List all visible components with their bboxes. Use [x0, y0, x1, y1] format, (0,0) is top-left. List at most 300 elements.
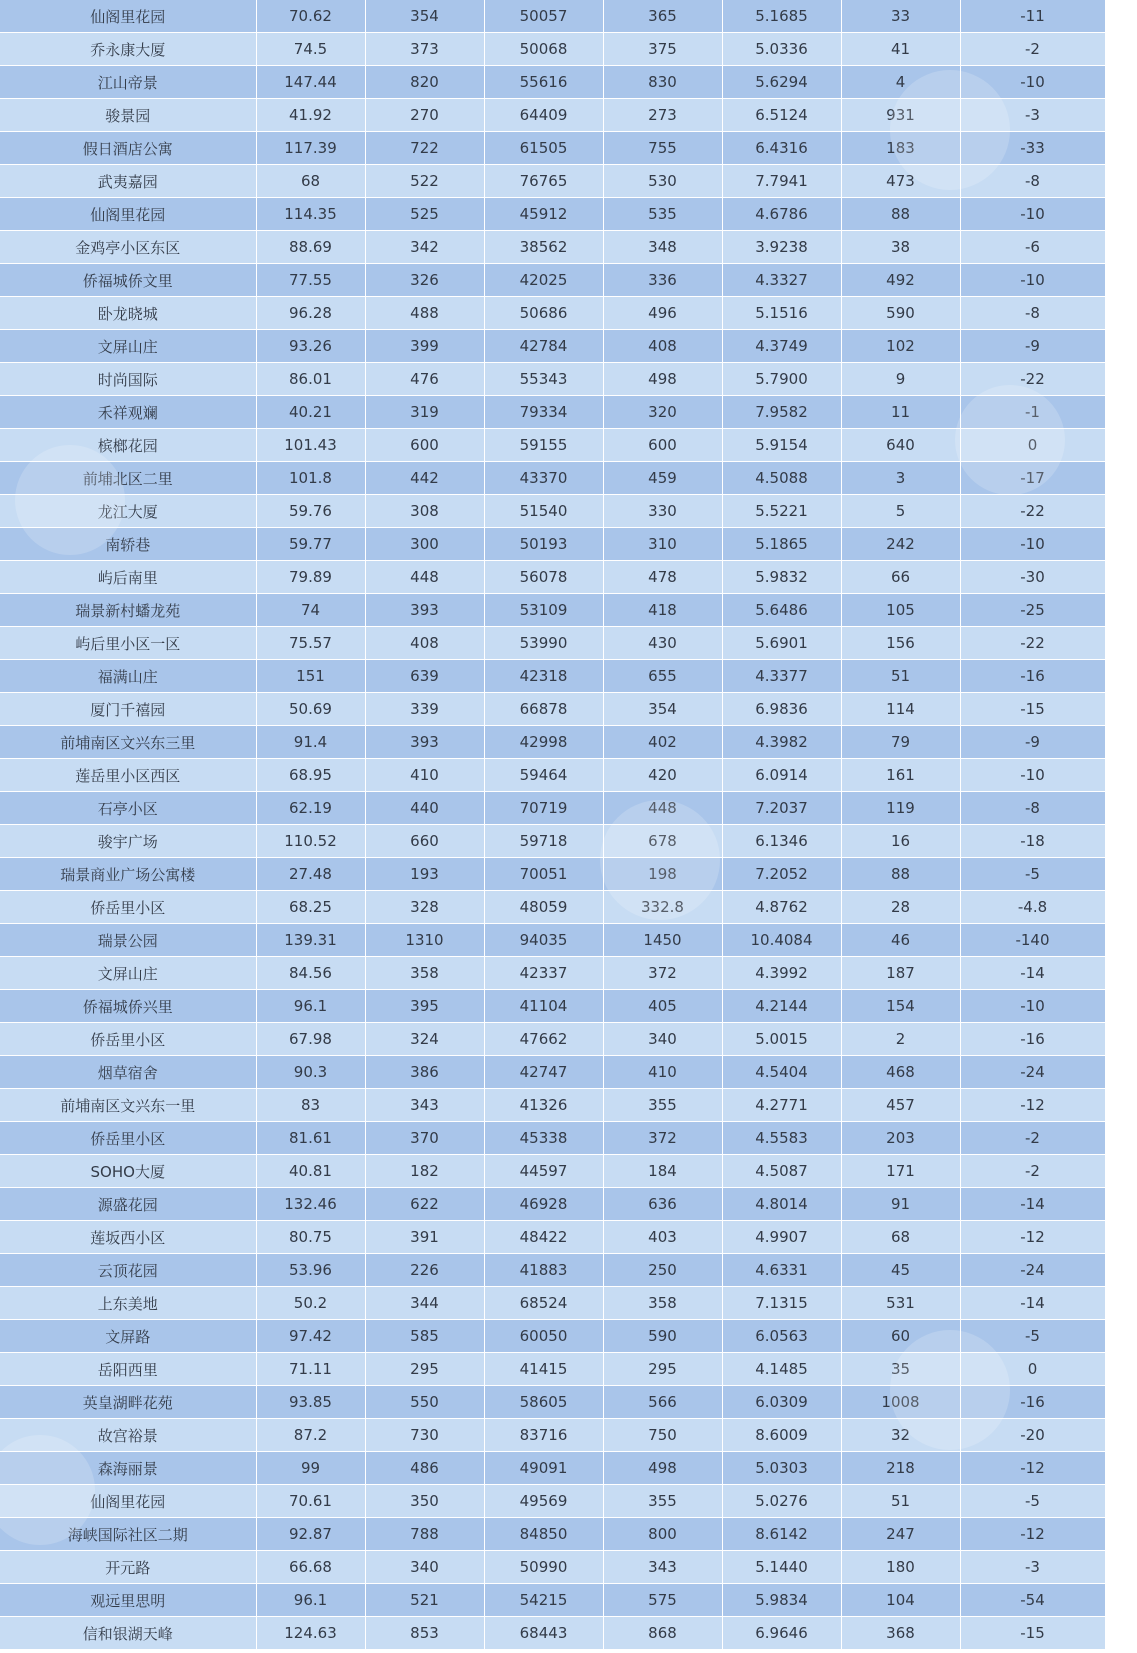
- table-cell-value: 354: [365, 0, 484, 33]
- table-cell-value: -9: [960, 330, 1105, 363]
- table-cell-value: 498: [603, 363, 722, 396]
- table-cell-value: 6.4316: [722, 132, 841, 165]
- table-cell-value: 105: [841, 594, 960, 627]
- table-row: [0, 1254, 1105, 1287]
- table-cell-value: 70.61: [256, 1485, 365, 1518]
- table-cell-name: 金鸡亭小区东区: [0, 231, 256, 264]
- table-cell-value: -9: [960, 726, 1105, 759]
- table-cell-value: 486: [365, 1452, 484, 1485]
- table-cell-value: 6.0914: [722, 759, 841, 792]
- table-cell-value: -22: [960, 363, 1105, 396]
- table-cell-value: 48422: [484, 1221, 603, 1254]
- table-cell-name: 莲坂西小区: [0, 1221, 256, 1254]
- table-cell-value: 41326: [484, 1089, 603, 1122]
- table-cell-value: 4.5088: [722, 462, 841, 495]
- table-cell-value: 32: [841, 1419, 960, 1452]
- table-row: [0, 1188, 1105, 1221]
- table-cell-value: 59.76: [256, 495, 365, 528]
- table-cell-value: 399: [365, 330, 484, 363]
- table-cell-value: 147.44: [256, 66, 365, 99]
- table-cell-value: 5.0303: [722, 1452, 841, 1485]
- table-cell-value: 6.0309: [722, 1386, 841, 1419]
- table-cell-value: 373: [365, 33, 484, 66]
- table-cell-value: 64409: [484, 99, 603, 132]
- table-cell-value: 66.68: [256, 1551, 365, 1584]
- table-cell-name: 仙阁里花园: [0, 1485, 256, 1518]
- table-cell-value: 348: [603, 231, 722, 264]
- table-cell-value: 448: [365, 561, 484, 594]
- table-cell-value: 370: [365, 1122, 484, 1155]
- table-row: [0, 363, 1105, 396]
- table-cell-value: -15: [960, 1617, 1105, 1650]
- table-cell-value: 270: [365, 99, 484, 132]
- table-cell-value: 1310: [365, 924, 484, 957]
- table-cell-value: 393: [365, 594, 484, 627]
- table-cell-value: 79: [841, 726, 960, 759]
- table-cell-name: 骏宇广场: [0, 825, 256, 858]
- table-cell-value: -12: [960, 1089, 1105, 1122]
- table-cell-value: 5.7900: [722, 363, 841, 396]
- table-cell-value: 79334: [484, 396, 603, 429]
- table-cell-value: 4.2144: [722, 990, 841, 1023]
- table-cell-name: SOHO大厦: [0, 1155, 256, 1188]
- table-cell-value: -5: [960, 1485, 1105, 1518]
- table-cell-value: 342: [365, 231, 484, 264]
- table-cell-value: 68.25: [256, 891, 365, 924]
- table-row: [0, 297, 1105, 330]
- table-cell-value: 40.21: [256, 396, 365, 429]
- table-cell-value: 55616: [484, 66, 603, 99]
- table-cell-value: 49569: [484, 1485, 603, 1518]
- table-cell-value: 639: [365, 660, 484, 693]
- table-cell-value: -30: [960, 561, 1105, 594]
- table-cell-value: 4.3327: [722, 264, 841, 297]
- table-cell-value: 408: [365, 627, 484, 660]
- table-cell-value: 5.1516: [722, 297, 841, 330]
- table-cell-value: 7.2037: [722, 792, 841, 825]
- table-cell-name: 源盛花园: [0, 1188, 256, 1221]
- table-cell-value: -4.8: [960, 891, 1105, 924]
- table-cell-value: -22: [960, 495, 1105, 528]
- table-cell-value: 332.8: [603, 891, 722, 924]
- table-cell-name: 侨岳里小区: [0, 891, 256, 924]
- table-cell-name: 英皇湖畔花苑: [0, 1386, 256, 1419]
- table-cell-value: 931: [841, 99, 960, 132]
- table-cell-value: 3.9238: [722, 231, 841, 264]
- table-cell-value: 358: [603, 1287, 722, 1320]
- table-row: [0, 1452, 1105, 1485]
- table-cell-value: 368: [841, 1617, 960, 1650]
- table-cell-value: 28: [841, 891, 960, 924]
- table-cell-value: 10.4084: [722, 924, 841, 957]
- table-cell-value: 4.9907: [722, 1221, 841, 1254]
- table-cell-value: 310: [603, 528, 722, 561]
- table-cell-value: 90.3: [256, 1056, 365, 1089]
- table-cell-value: 3: [841, 462, 960, 495]
- table-cell-value: 198: [603, 858, 722, 891]
- table-cell-value: 5.6486: [722, 594, 841, 627]
- table-cell-value: -2: [960, 33, 1105, 66]
- table-cell-value: 4.5583: [722, 1122, 841, 1155]
- table-cell-value: 800: [603, 1518, 722, 1551]
- table-cell-value: 457: [841, 1089, 960, 1122]
- table-cell-value: 755: [603, 132, 722, 165]
- table-cell-value: 42337: [484, 957, 603, 990]
- table-cell-value: 218: [841, 1452, 960, 1485]
- table-cell-value: 636: [603, 1188, 722, 1221]
- table-cell-value: -10: [960, 759, 1105, 792]
- table-cell-value: 171: [841, 1155, 960, 1188]
- table-cell-value: 53990: [484, 627, 603, 660]
- table-row: [0, 726, 1105, 759]
- table-row: [0, 165, 1105, 198]
- table-cell-value: 343: [603, 1551, 722, 1584]
- table-cell-value: 93.85: [256, 1386, 365, 1419]
- table-row: [0, 1617, 1105, 1650]
- table-row: [0, 1551, 1105, 1584]
- table-cell-value: 184: [603, 1155, 722, 1188]
- table-cell-value: 4.2771: [722, 1089, 841, 1122]
- table-cell-value: -24: [960, 1056, 1105, 1089]
- table-cell-value: 114: [841, 693, 960, 726]
- table-cell-value: -22: [960, 627, 1105, 660]
- table-cell-value: 60: [841, 1320, 960, 1353]
- table-cell-value: 4.1485: [722, 1353, 841, 1386]
- table-cell-value: 91: [841, 1188, 960, 1221]
- table-cell-value: 87.2: [256, 1419, 365, 1452]
- table-cell-value: 402: [603, 726, 722, 759]
- table-row: [0, 990, 1105, 1023]
- table-cell-value: 590: [841, 297, 960, 330]
- table-cell-value: 2: [841, 1023, 960, 1056]
- table-cell-value: 70.62: [256, 0, 365, 33]
- table-cell-value: 8.6142: [722, 1518, 841, 1551]
- table-cell-value: 420: [603, 759, 722, 792]
- table-cell-value: 68: [841, 1221, 960, 1254]
- table-cell-name: 卧龙晓城: [0, 297, 256, 330]
- table-cell-value: 5.1685: [722, 0, 841, 33]
- table-cell-value: 50057: [484, 0, 603, 33]
- table-cell-name: 乔永康大厦: [0, 33, 256, 66]
- table-cell-value: 99: [256, 1452, 365, 1485]
- table-cell-value: 58605: [484, 1386, 603, 1419]
- table-cell-name: 侨岳里小区: [0, 1023, 256, 1056]
- table-cell-value: 830: [603, 66, 722, 99]
- table-cell-value: 530: [603, 165, 722, 198]
- table-cell-value: 9: [841, 363, 960, 396]
- table-cell-value: 102: [841, 330, 960, 363]
- table-cell-value: 84850: [484, 1518, 603, 1551]
- table-cell-value: 70719: [484, 792, 603, 825]
- table-cell-value: 132.46: [256, 1188, 365, 1221]
- table-cell-value: 550: [365, 1386, 484, 1419]
- table-cell-value: 531: [841, 1287, 960, 1320]
- table-cell-value: 49091: [484, 1452, 603, 1485]
- table-cell-value: 75.57: [256, 627, 365, 660]
- table-cell-value: 660: [365, 825, 484, 858]
- table-cell-value: 300: [365, 528, 484, 561]
- table-cell-value: 600: [365, 429, 484, 462]
- table-cell-name: 烟草宿舍: [0, 1056, 256, 1089]
- table-cell-value: 68443: [484, 1617, 603, 1650]
- table-cell-value: 430: [603, 627, 722, 660]
- table-cell-name: 瑞景新村蟠龙苑: [0, 594, 256, 627]
- table-cell-value: 46: [841, 924, 960, 957]
- table-cell-value: 5.1440: [722, 1551, 841, 1584]
- table-cell-value: -16: [960, 660, 1105, 693]
- table-cell-value: 750: [603, 1419, 722, 1452]
- table-cell-value: 119: [841, 792, 960, 825]
- table-cell-value: 68.95: [256, 759, 365, 792]
- table-cell-value: 81.61: [256, 1122, 365, 1155]
- table-cell-value: -3: [960, 1551, 1105, 1584]
- table-cell-value: 330: [603, 495, 722, 528]
- table-cell-value: 6.1346: [722, 825, 841, 858]
- table-cell-value: 83716: [484, 1419, 603, 1452]
- table-cell-value: 76765: [484, 165, 603, 198]
- table-cell-value: 4.6786: [722, 198, 841, 231]
- table-cell-value: -18: [960, 825, 1105, 858]
- table-row: [0, 528, 1105, 561]
- table-cell-value: 365: [603, 0, 722, 33]
- table-cell-value: -14: [960, 957, 1105, 990]
- table-cell-value: 45912: [484, 198, 603, 231]
- table-cell-value: 391: [365, 1221, 484, 1254]
- table-cell-value: 94035: [484, 924, 603, 957]
- table-cell-value: 340: [365, 1551, 484, 1584]
- table-cell-value: 88: [841, 858, 960, 891]
- table-row: [0, 429, 1105, 462]
- table-row: [0, 1089, 1105, 1122]
- table-cell-value: 41: [841, 33, 960, 66]
- table-cell-value: -12: [960, 1452, 1105, 1485]
- table-cell-value: 492: [841, 264, 960, 297]
- table-cell-value: 54215: [484, 1584, 603, 1617]
- table-cell-value: 56078: [484, 561, 603, 594]
- table-cell-value: 6.9646: [722, 1617, 841, 1650]
- table-cell-value: 51: [841, 660, 960, 693]
- table-cell-value: 473: [841, 165, 960, 198]
- table-cell-value: 60050: [484, 1320, 603, 1353]
- table-cell-value: 4.3992: [722, 957, 841, 990]
- table-cell-value: 124.63: [256, 1617, 365, 1650]
- table-cell-value: 96.1: [256, 1584, 365, 1617]
- table-cell-value: 47662: [484, 1023, 603, 1056]
- table-cell-value: 7.2052: [722, 858, 841, 891]
- table-cell-value: 7.7941: [722, 165, 841, 198]
- table-cell-value: -10: [960, 990, 1105, 1023]
- table-cell-value: 393: [365, 726, 484, 759]
- table-cell-value: -10: [960, 528, 1105, 561]
- table-cell-value: 343: [365, 1089, 484, 1122]
- table-cell-value: 5.0276: [722, 1485, 841, 1518]
- table-cell-value: 5.6901: [722, 627, 841, 660]
- table-cell-value: 5.0336: [722, 33, 841, 66]
- table-cell-value: 336: [603, 264, 722, 297]
- table-row: [0, 99, 1105, 132]
- table-cell-name: 瑞景公园: [0, 924, 256, 957]
- table-row: [0, 132, 1105, 165]
- table-cell-value: 566: [603, 1386, 722, 1419]
- table-cell-value: 193: [365, 858, 484, 891]
- table-cell-value: 50.2: [256, 1287, 365, 1320]
- table-cell-value: 41104: [484, 990, 603, 1023]
- table-cell-value: 66: [841, 561, 960, 594]
- table-cell-value: 187: [841, 957, 960, 990]
- table-cell-value: 117.39: [256, 132, 365, 165]
- table-cell-value: 154: [841, 990, 960, 1023]
- table-cell-value: 853: [365, 1617, 484, 1650]
- table-cell-value: 7.9582: [722, 396, 841, 429]
- table-cell-value: 410: [603, 1056, 722, 1089]
- table-cell-value: -25: [960, 594, 1105, 627]
- table-cell-value: 354: [603, 693, 722, 726]
- table-row: [0, 825, 1105, 858]
- table-cell-value: -16: [960, 1386, 1105, 1419]
- table-cell-value: 308: [365, 495, 484, 528]
- table-cell-name: 江山帝景: [0, 66, 256, 99]
- table-cell-value: 358: [365, 957, 484, 990]
- table-cell-value: 4.8014: [722, 1188, 841, 1221]
- table-cell-value: 655: [603, 660, 722, 693]
- table-cell-name: 福满山庄: [0, 660, 256, 693]
- table-cell-value: 355: [603, 1485, 722, 1518]
- table-cell-name: 开元路: [0, 1551, 256, 1584]
- table-cell-value: -24: [960, 1254, 1105, 1287]
- table-row: [0, 1122, 1105, 1155]
- table-cell-value: 51: [841, 1485, 960, 1518]
- table-cell-value: 161: [841, 759, 960, 792]
- table-cell-value: 273: [603, 99, 722, 132]
- table-cell-value: -3: [960, 99, 1105, 132]
- table-cell-value: 4.5087: [722, 1155, 841, 1188]
- table-cell-value: 403: [603, 1221, 722, 1254]
- table-row: [0, 792, 1105, 825]
- table-cell-value: 42318: [484, 660, 603, 693]
- table-cell-value: 408: [603, 330, 722, 363]
- table-cell-value: 5.0015: [722, 1023, 841, 1056]
- table-cell-value: 84.56: [256, 957, 365, 990]
- table-cell-value: -2: [960, 1155, 1105, 1188]
- table-cell-value: -140: [960, 924, 1105, 957]
- table-cell-value: 722: [365, 132, 484, 165]
- table-row: [0, 462, 1105, 495]
- table-row: [0, 231, 1105, 264]
- table-cell-value: -15: [960, 693, 1105, 726]
- table-cell-value: 59.77: [256, 528, 365, 561]
- table-cell-value: 45338: [484, 1122, 603, 1155]
- table-row: [0, 0, 1105, 33]
- table-cell-value: 440: [365, 792, 484, 825]
- table-cell-value: 5.1865: [722, 528, 841, 561]
- table-cell-value: 5.5221: [722, 495, 841, 528]
- table-cell-name: 龙江大厦: [0, 495, 256, 528]
- table-cell-value: 339: [365, 693, 484, 726]
- table-cell-value: 203: [841, 1122, 960, 1155]
- table-cell-value: 250: [603, 1254, 722, 1287]
- table-row: [0, 1419, 1105, 1452]
- table-cell-name: 骏景园: [0, 99, 256, 132]
- table-cell-value: 476: [365, 363, 484, 396]
- table-cell-value: 350: [365, 1485, 484, 1518]
- table-cell-value: 156: [841, 627, 960, 660]
- table-cell-value: 375: [603, 33, 722, 66]
- table-cell-value: 295: [365, 1353, 484, 1386]
- table-cell-value: 868: [603, 1617, 722, 1650]
- table-cell-value: 340: [603, 1023, 722, 1056]
- table-cell-name: 仙阁里花园: [0, 0, 256, 33]
- table-cell-name: 南轿巷: [0, 528, 256, 561]
- table-cell-value: 93.26: [256, 330, 365, 363]
- table-cell-name: 信和银湖天峰: [0, 1617, 256, 1650]
- table-cell-value: 27.48: [256, 858, 365, 891]
- table-cell-value: -8: [960, 792, 1105, 825]
- table-cell-value: 4.8762: [722, 891, 841, 924]
- table-cell-value: 50193: [484, 528, 603, 561]
- table-cell-value: -12: [960, 1518, 1105, 1551]
- table-cell-value: 1450: [603, 924, 722, 957]
- table-cell-value: 50.69: [256, 693, 365, 726]
- table-row: [0, 1221, 1105, 1254]
- table-cell-value: 67.98: [256, 1023, 365, 1056]
- table-cell-name: 莲岳里小区西区: [0, 759, 256, 792]
- table-cell-value: 640: [841, 429, 960, 462]
- table-cell-value: 295: [603, 1353, 722, 1386]
- table-cell-value: 139.31: [256, 924, 365, 957]
- table-cell-value: 42747: [484, 1056, 603, 1089]
- table-cell-value: 4.3749: [722, 330, 841, 363]
- table-cell-value: -33: [960, 132, 1105, 165]
- table-cell-value: 328: [365, 891, 484, 924]
- table-cell-value: 0: [960, 1353, 1105, 1386]
- table-row: [0, 330, 1105, 363]
- table-cell-name: 前埔北区二里: [0, 462, 256, 495]
- table-cell-name: 时尚国际: [0, 363, 256, 396]
- table-cell-value: 151: [256, 660, 365, 693]
- table-cell-value: 50686: [484, 297, 603, 330]
- table-cell-value: 110.52: [256, 825, 365, 858]
- table-cell-value: -12: [960, 1221, 1105, 1254]
- table-cell-value: 83: [256, 1089, 365, 1122]
- table-cell-name: 岳阳西里: [0, 1353, 256, 1386]
- table-cell-value: 575: [603, 1584, 722, 1617]
- table-cell-value: 4.3377: [722, 660, 841, 693]
- table-cell-value: 535: [603, 198, 722, 231]
- table-row: [0, 1518, 1105, 1551]
- table-row: [0, 1056, 1105, 1089]
- table-cell-value: 55343: [484, 363, 603, 396]
- table-cell-value: 6.5124: [722, 99, 841, 132]
- table-cell-name: 云顶花园: [0, 1254, 256, 1287]
- table-cell-value: 395: [365, 990, 484, 1023]
- table-cell-value: 4.6331: [722, 1254, 841, 1287]
- table-cell-value: 5.9832: [722, 561, 841, 594]
- table-cell-value: 5.9834: [722, 1584, 841, 1617]
- table-row: [0, 858, 1105, 891]
- table-cell-value: 488: [365, 297, 484, 330]
- table-cell-value: -14: [960, 1188, 1105, 1221]
- table-cell-name: 厦门千禧园: [0, 693, 256, 726]
- table-row: [0, 1584, 1105, 1617]
- table-cell-value: 38: [841, 231, 960, 264]
- table-cell-value: 50990: [484, 1551, 603, 1584]
- table-cell-value: 79.89: [256, 561, 365, 594]
- table-cell-value: 5.9154: [722, 429, 841, 462]
- table-cell-value: 6.0563: [722, 1320, 841, 1353]
- table-cell-value: -5: [960, 1320, 1105, 1353]
- table-cell-name: 前埔南区文兴东三里: [0, 726, 256, 759]
- table-cell-value: 59464: [484, 759, 603, 792]
